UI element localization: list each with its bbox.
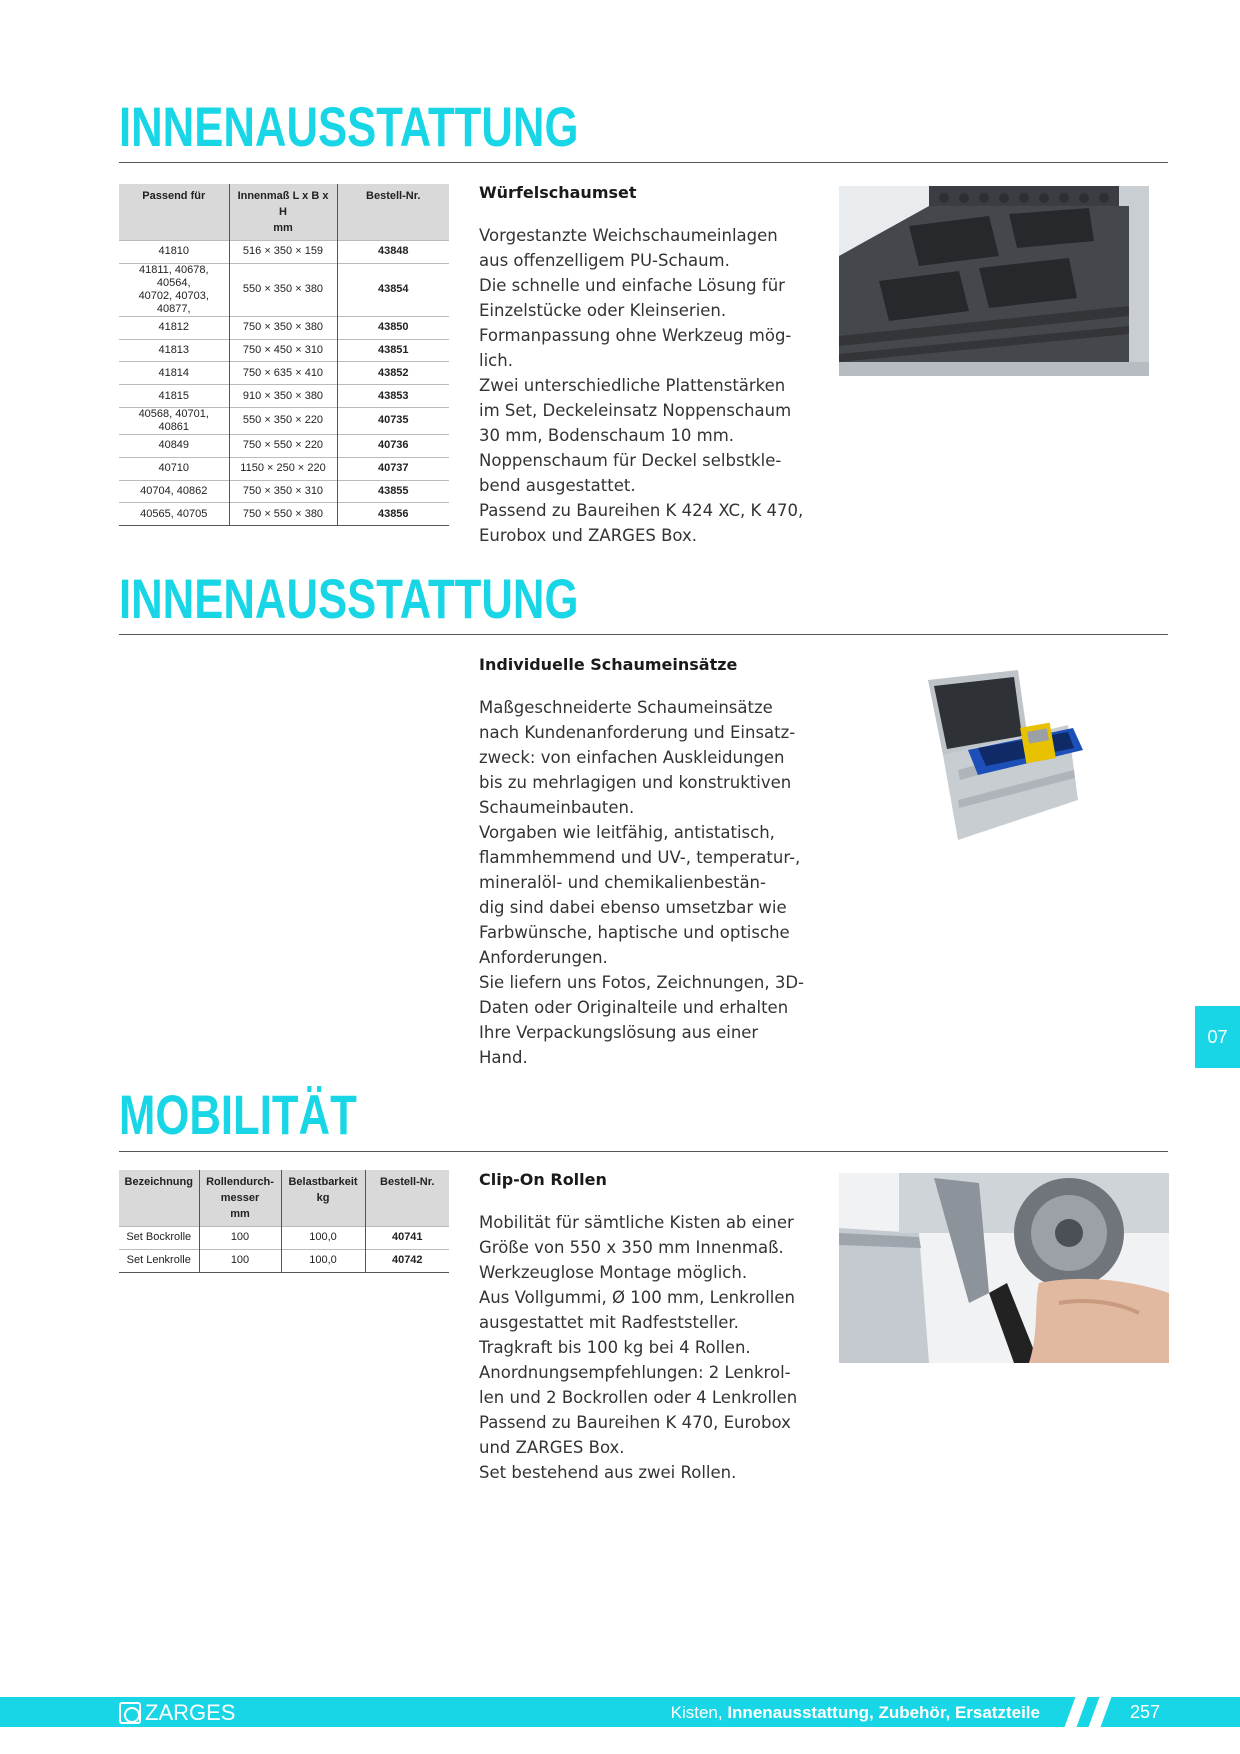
table-cell: 43854 [337,263,449,316]
product-title-wuerfelschaumset: Würfelschaumset [479,183,637,202]
table-cell: 43850 [337,316,449,339]
clip-on-wheels-photo [839,1173,1169,1363]
brand-logo [119,1700,235,1726]
table-cell: 40741 [365,1227,449,1250]
table-cell: 40565, 40705 [119,503,229,526]
section-divider [119,162,1168,163]
section-divider [119,634,1168,635]
table-row [119,1249,449,1272]
product-table-clip-on-rollen [119,1170,449,1273]
table-cell: 41812 [119,316,229,339]
table-row [119,385,449,408]
table-row [119,434,449,457]
table-cell: 43851 [337,339,449,362]
table-cell: 40737 [337,457,449,480]
footer-slash-icon [1065,1697,1088,1727]
section-heading-innenausstattung-1: INNENAUSSTATTUNG [119,95,579,158]
table-cell: 40710 [119,457,229,480]
table-cell: 750 × 550 × 220 [229,434,337,457]
breadcrumb-plain: Kisten, [670,1703,728,1722]
table-row [119,316,449,339]
table-cell: 550 × 350 × 220 [229,407,337,434]
table-row [119,457,449,480]
table-header-cell: Bestell-Nr. [337,184,449,241]
table-row [119,263,449,316]
breadcrumb [671,1703,1040,1723]
table-header-cell: Innenmaß L x B x H mm [229,184,337,241]
table-cell: 750 × 350 × 380 [229,316,337,339]
table-header-cell: Bestell-Nr. [365,1170,449,1227]
table-row [119,480,449,503]
table-cell: 41810 [119,241,229,264]
table-cell: 40742 [365,1249,449,1272]
product-title-individuelle-schaumeinsaetze: Individuelle Schaumeinsätze [479,655,738,674]
table-cell: 550 × 350 × 380 [229,263,337,316]
table-cell: 43855 [337,480,449,503]
section-heading-innenausstattung-2: INNENAUSSTATTUNG [119,567,579,630]
table-cell: 40736 [337,434,449,457]
table-cell: 750 × 350 × 310 [229,480,337,503]
product-title-clip-on-rollen: Clip-On Rollen [479,1170,607,1189]
table-cell: 43852 [337,362,449,385]
table-cell: Set Lenkrolle [119,1249,199,1272]
table-row [119,503,449,526]
breadcrumb-bold: Innenausstattung, Zubehör, Ersatzteile [727,1703,1040,1722]
custom-foam-case-photo [918,670,1088,840]
table-cell: 43853 [337,385,449,408]
table-cell: 100 [199,1249,281,1272]
foam-set-photo [839,186,1149,376]
page-footer [0,1697,1240,1727]
table-cell: 100 [199,1227,281,1250]
footer-slash-icon [1089,1697,1112,1727]
table-row [119,407,449,434]
table-header-cell: Bezeichnung [119,1170,199,1227]
table-cell: 100,0 [281,1249,365,1272]
table-cell: 40735 [337,407,449,434]
zarges-logo-icon [119,1702,141,1724]
table-row [119,362,449,385]
product-table-wuerfelschaumset [119,184,449,526]
table-cell: 750 × 550 × 380 [229,503,337,526]
page-number: 257 [1130,1702,1161,1722]
product-description-wuerfelschaumset: Vorgestanzte Weichschaumeinlagen aus offenzelligem PU-Schaum. Die schnelle und einfache Lösung für Einzelstücke oder Kleinserien. Formanpassung ohne Werkzeug mög- lich. Zwei unterschiedliche Plattenstärken im Set, Deckeleinsatz Noppenschaum 30 mm, Bodenschaum 10 mm. Noppenschaum für Deckel selbstkle- bend ausgestattet. Passend zu Baureihen K 424 XC, K 470, Eurobox und ZARGES Box. [479,226,804,545]
table-cell: 43856 [337,503,449,526]
section-divider [119,1151,1168,1152]
table-row [119,339,449,362]
table-cell: 41813 [119,339,229,362]
table-cell: 41814 [119,362,229,385]
table-row [119,1227,449,1250]
table-cell: 40568, 40701, 40861 [119,407,229,434]
table-header-cell: Passend für [119,184,229,241]
product-description-clip-on-rollen: Mobilität für sämtliche Kisten ab einer Größe von 550 x 350 mm Innenmaß. Werkzeuglose Montage möglich. Aus Vollgummi, Ø 100 mm, Lenkrollen ausgestattet mit Radfeststeller. Tragkraft bis 100 kg bei 4 Rollen. Anordnungsempfehlungen: 2 Lenkrol- len und 2 Bockrollen oder 4 Lenkrollen Passend zu Baureihen K 470, Eurobox und ZARGES Box. Set bestehend aus zwei Rollen. [479,1213,798,1482]
table-cell: 750 × 635 × 410 [229,362,337,385]
table-header-cell: Rollendurch- messer mm [199,1170,281,1227]
table-header-cell: Belastbarkeit kg [281,1170,365,1227]
product-description-individuelle-schaumeinsaetze: Maßgeschneiderte Schaumeinsätze nach Kundenanforderung und Einsatz- zweck: von einfachen Auskleidungen bis zu mehrlagigen und konstruktiven Schaumeinbauten. Vorgaben wie leitfähig, antistatisch, flammhemmend und UV-, temperatur-, mineralöl- und chemikalienbestän- dig sind dabei ebenso umsetzbar wie Farbwünsche, haptische und optische Anforderungen. Sie liefern uns Fotos, Zeichnungen, 3D- Daten oder Originalteile und erhalten Ihre Verpackungslösung aus einer Hand. [479,698,805,1067]
table-cell: 41811, 40678, 40564, 40702, 40703, 40877, [119,263,229,316]
table-cell: 750 × 450 × 310 [229,339,337,362]
section-heading-mobilitaet: MOBILITÄT [119,1083,357,1146]
table-cell: 41815 [119,385,229,408]
table-row [119,241,449,264]
table-cell: 40849 [119,434,229,457]
table-cell: 910 × 350 × 380 [229,385,337,408]
table-cell: 1150 × 250 × 220 [229,457,337,480]
table-cell: Set Bockrolle [119,1227,199,1250]
table-cell: 43848 [337,241,449,264]
brand-name: ZARGES [145,1700,236,1725]
chapter-tab: 07 [1195,1006,1240,1068]
table-cell: 40704, 40862 [119,480,229,503]
table-cell: 100,0 [281,1227,365,1250]
table-cell: 516 × 350 × 159 [229,241,337,264]
